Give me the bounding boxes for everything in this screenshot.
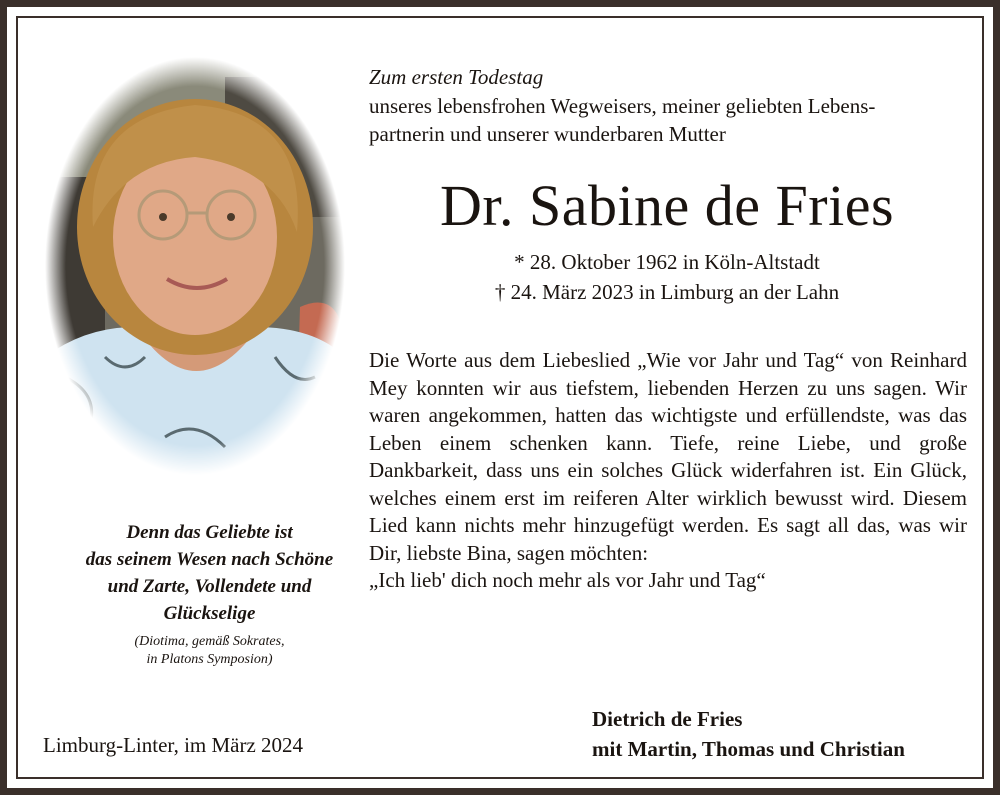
memorial-paragraph: Die Worte aus dem Liebeslied „Wie vor Jahr und Tag“ von Reinhard Mey konnten wir aus tiefstem, liebenden Herzen zu uns sagen. Wir waren angekommen, hatten das wichtigste und erfüllendste, was das Leben einem schenken kann. Tiefe, reine Liebe, und große Dankbarkeit, dass uns ein solches Glück widerfahren ist. Ein Glück, welches einem erst im reiferen Alter wirklich bewusst wird. Diesem Lied kann nichts mehr hinzugefügt werden. Es sagt all das, was wir Dir, liebste Bina, sagen möchten: <box>369 348 967 565</box>
quote-source <box>37 633 382 669</box>
intro-line: partnerin und unserer wunderbaren Mutter <box>369 122 726 146</box>
life-dates <box>362 247 972 307</box>
birth-date: * 28. Oktober 1962 in Köln-Altstadt <box>514 250 820 274</box>
signer-line: mit Martin, Thomas und Christian <box>592 737 905 761</box>
intro-italic: Zum ersten Todestag <box>369 65 544 89</box>
philosophy-quote <box>37 519 382 627</box>
portrait-photo <box>45 57 345 475</box>
place-and-date: Limburg-Linter, im März 2024 <box>43 733 304 757</box>
memorial-text <box>369 347 967 595</box>
signers <box>592 704 905 764</box>
portrait-illustration <box>45 57 345 475</box>
quote-source-line: in Platons Symposion) <box>146 652 273 667</box>
signer-line: Dietrich de Fries <box>592 707 743 731</box>
deceased-name: Dr. Sabine de Fries <box>439 173 895 238</box>
quote-line: das seinem Wesen nach Schöne <box>85 549 334 570</box>
closing-quote: „Ich lieb' dich noch mehr als vor Jahr und Tag“ <box>369 568 766 592</box>
obituary-card <box>7 7 993 788</box>
quote-line: Glückselige <box>163 603 256 624</box>
intro-line: unseres lebensfrohen Wegweisers, meiner geliebten Lebens- <box>369 94 876 118</box>
quote-line: Denn das Geliebte ist <box>126 522 293 543</box>
intro-text <box>369 92 969 148</box>
quote-line: und Zarte, Vollendete und <box>107 576 312 597</box>
death-date: † 24. März 2023 in Limburg an der Lahn <box>494 280 840 304</box>
quote-source-line: (Diotima, gemäß Sokrates, <box>134 634 285 649</box>
